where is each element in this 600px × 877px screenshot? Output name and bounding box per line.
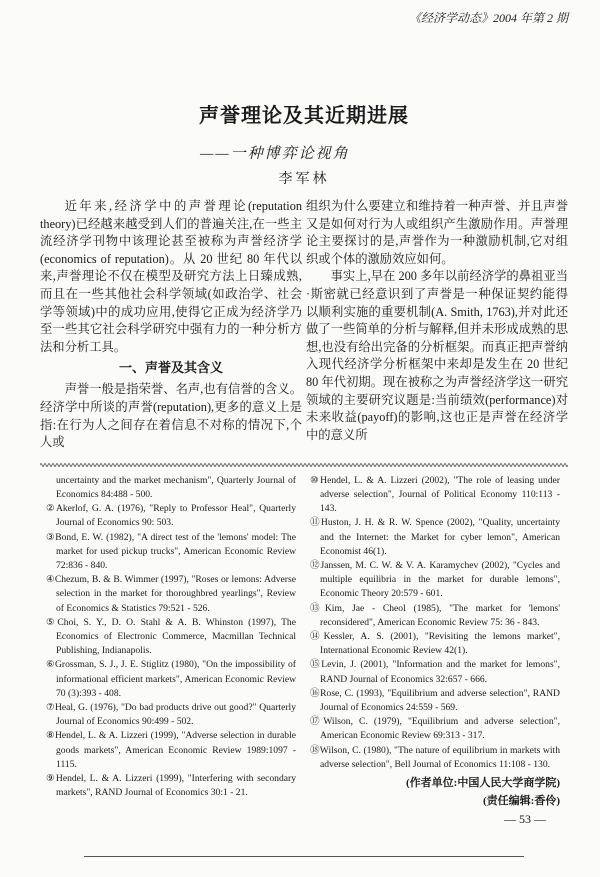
section-heading: 一、声誉及其含义 bbox=[118, 361, 223, 377]
reference-item: ③Bond, E. W. (1982), "A direct test of the 'lemons' model: The market for used pickup trucks", American Economic Review 72:836 - 840. bbox=[46, 531, 296, 571]
author-affiliation: (作者单位:中国人民大学商学院) bbox=[406, 776, 560, 789]
reference-item: ⑫Janssen, M. C. W. & V. A. Karamychev (2002), "Cycles and multiple equilibria in the market for durable lemons", Economic Theory 20:579 - 601. bbox=[310, 559, 560, 600]
reference-item: ②Akerlof, G. A. (1976), "Reply to Professor Heal", Quarterly Journal of Economics 90: 503. bbox=[46, 503, 296, 529]
body-paragraph: 组织为什么要建立和维持着一种声誉、并且声誉又是如何对行为人或组织产生激励作用。声誉理论主要探讨的是,声誉作为一种激励机制,它对组织或个体的激励效应如何。 bbox=[306, 199, 568, 266]
reference-item: ⑰Wilson, C. (1979), "Equilibrium and adverse selection", American Economic Review 69:313 - 317. bbox=[310, 716, 560, 742]
footnote-divider bbox=[40, 462, 568, 468]
body-columns bbox=[40, 198, 568, 452]
intro-paragraph: 近年来,经济学中的声誉理论(reputation theory)已经越来越受到人们的普遍关注,在一些主流经济学刊物中该理论甚至被称为声誉经济学(economics of reputation)。从 20 世纪 80 年代以来,声誉理论不仅在模型及研究方法上日臻成熟,而且在一些其他社会科学领域(如政治学、社会学等领域)中的成功应用,使得它正成为经济学乃至一些其它社会科学研究中强有力的一种分析方法和分析工具。 bbox=[40, 199, 302, 354]
body-paragraph: 声誉一般是指荣誉、名声,也有信誉的含义。经济学中所谈的声誉(reputation),更多的意义上是指:在行为人之间存在着信息不对称的情况下,个人或 bbox=[40, 382, 302, 450]
reference-item: ⑦Heal, G. (1976), "Do bad products drive out good?" Quarterly Journal of Economics 90:499 - 502. bbox=[46, 701, 296, 728]
footer-rule bbox=[84, 856, 524, 857]
reference-item: ⑨Hendel, L. & A. Lizzeri (1999), "Interfering with secondary markets", RAND Journal of Economics 30:1 - 21. bbox=[46, 772, 296, 799]
editor-note: (责任编辑:香伶) bbox=[483, 794, 560, 807]
reference-item: ⑭Kessler, A. S. (2001), "Revisiting the lemons market", International Economic Review 42(1). bbox=[310, 630, 560, 657]
references bbox=[40, 474, 568, 828]
reference-item: ⑪Huston, J. H. & R. W. Spence (2002), "Quality, uncertainty and the Internet: the Market for cyber lemon", American Economist 46(1). bbox=[310, 517, 560, 557]
journal-header: 《经济学动态》2004 年第 2 期 bbox=[408, 11, 568, 25]
article-subtitle: ——一种博弈论视角 bbox=[200, 146, 350, 162]
left-column bbox=[40, 198, 302, 452]
end-notes bbox=[310, 774, 560, 828]
reference-item: ⑱Wilson, C. (1980), "The nature of equilibrium in markets with adverse selection", Bell Journal of Economics 11:108 - 130. bbox=[310, 744, 560, 770]
reference-item: ⑮Levin, J. (2001), "Information and the market for lemons", RAND Journal of Economics 32:657 - 666. bbox=[310, 659, 560, 685]
reference-item: ⑥Grossman, S. J., J. E. Stiglitz (1980), "On the impossibility of informational efficient markets", American Economic Review 70 (3):393 - 408. bbox=[46, 659, 296, 699]
reference-item: ④Chezum, B. & B. Wimmer (1997), "Roses or lemons: Adverse selection in the market for thoroughbred yearlings", Review of Economics & Statistics 79:521 - 526. bbox=[46, 574, 296, 614]
right-column bbox=[306, 198, 568, 452]
page-number: — 53 — bbox=[504, 811, 546, 826]
reference-item: ⑯Rose, C. (1993), "Equilibrium and adverse selection", RAND Journal of Economics 24:559 - 569. bbox=[310, 687, 560, 713]
reference-item: uncertainty and the market mechanism", Quarterly Journal of Economics 84:488 - 500. bbox=[56, 474, 296, 500]
reference-item: ⑬Kim, Jae - Cheol (1985), "The market for 'lemons' reconsidered", American Economic Review 75: 36 - 843. bbox=[310, 602, 560, 628]
references-left bbox=[46, 474, 296, 828]
reference-item: ⑩Hendel, L. & A. Lizzeri (2002), "The role of leasing under adverse selection", Journal of Political Economy 110:113 - 143. bbox=[310, 474, 560, 515]
references-right-column bbox=[310, 474, 560, 828]
article-title: 声誉理论及其近期进展 bbox=[199, 103, 409, 127]
author-name: 李军林 bbox=[278, 172, 330, 187]
references-right bbox=[310, 474, 560, 772]
reference-item: ⑧Hendel, L. & A. Lizzeri (1999), "Adverse selection in durable goods markets", American Economic Review 1989:1097 - 1115. bbox=[46, 730, 296, 770]
body-paragraph: 事实上,早在 200 多年以前经济学的鼻祖亚当·斯密就已经意识到了声誉是一种保证契约能得以顺利实施的重要机制(A. Smith, 1763),并对此还做了一些简单的分析与解释,但并未形成成熟的思想,也没有给出完备的分析框架。而真正把声誉纳入现代经济学分析框架中来却是发生在 20 世纪 80 年代初期。现在被称之为声誉经济学这一研究领域的主要研究议题是:当前绩效(performance)对未来收益(payoff)的影响,这也正是声誉在经济学中的意义所 bbox=[306, 269, 568, 442]
reference-item: ⑤Choi, S. Y., D. O. Stahl & A. B. Whinston (1997), The Economics of Electronic Commerce, Macmillan Technical Publishing, Indianapolis. bbox=[46, 616, 296, 657]
